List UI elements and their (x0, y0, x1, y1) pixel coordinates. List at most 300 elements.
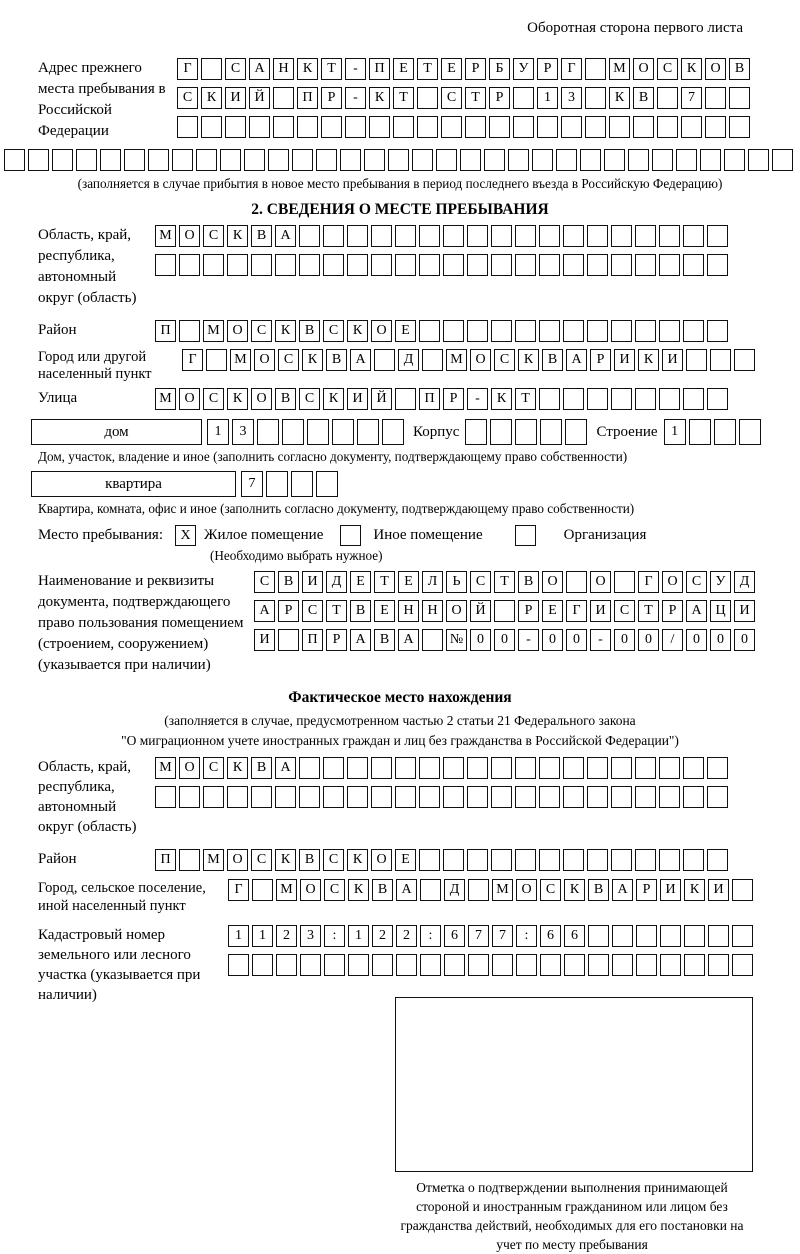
char-cell[interactable]: : (420, 925, 441, 947)
char-cell[interactable]: Т (494, 571, 515, 593)
char-cell[interactable] (683, 254, 704, 276)
char-cell[interactable] (611, 757, 632, 779)
char-cell[interactable] (660, 925, 681, 947)
char-cell[interactable] (388, 149, 409, 171)
char-cell[interactable] (124, 149, 145, 171)
char-cell[interactable]: С (177, 87, 198, 109)
char-cell[interactable]: О (590, 571, 611, 593)
char-cell[interactable]: И (302, 571, 323, 593)
char-cell[interactable] (490, 419, 512, 445)
char-cell[interactable]: 0 (494, 629, 515, 651)
char-cell[interactable] (657, 87, 678, 109)
char-cell[interactable] (714, 419, 736, 445)
char-cell[interactable] (587, 320, 608, 342)
char-cell[interactable]: А (396, 879, 417, 901)
char-cell[interactable] (252, 879, 273, 901)
char-cell[interactable] (203, 786, 224, 808)
stay-type-checkbox-other[interactable] (340, 525, 361, 546)
char-cell[interactable]: Е (395, 320, 416, 342)
char-cell[interactable] (611, 320, 632, 342)
char-cell[interactable] (729, 116, 750, 138)
char-cell[interactable]: К (564, 879, 585, 901)
char-cell[interactable]: Н (273, 58, 294, 80)
char-cell[interactable]: В (278, 571, 299, 593)
char-cell[interactable]: О (254, 349, 275, 371)
char-cell[interactable]: У (710, 571, 731, 593)
char-cell[interactable]: К (275, 320, 296, 342)
char-cell[interactable]: Е (393, 58, 414, 80)
char-cell[interactable] (323, 254, 344, 276)
char-cell[interactable]: А (612, 879, 633, 901)
char-cell[interactable] (282, 419, 304, 445)
char-cell[interactable] (729, 87, 750, 109)
char-cell[interactable] (539, 786, 560, 808)
char-cell[interactable]: 0 (614, 629, 635, 651)
char-cell[interactable]: Й (371, 388, 392, 410)
char-cell[interactable] (516, 954, 537, 976)
char-cell[interactable]: Р (590, 349, 611, 371)
char-cell[interactable] (734, 349, 755, 371)
char-cell[interactable] (273, 87, 294, 109)
char-cell[interactable] (382, 419, 404, 445)
char-cell[interactable] (4, 149, 25, 171)
char-cell[interactable]: Ь (446, 571, 467, 593)
char-cell[interactable] (707, 849, 728, 871)
char-cell[interactable] (323, 225, 344, 247)
char-cell[interactable]: С (540, 879, 561, 901)
stay-type-checkbox-residential[interactable]: X (175, 525, 196, 546)
char-cell[interactable] (563, 320, 584, 342)
char-cell[interactable] (340, 149, 361, 171)
char-cell[interactable]: К (227, 225, 248, 247)
char-cell[interactable] (228, 954, 249, 976)
char-cell[interactable] (467, 320, 488, 342)
char-cell[interactable] (515, 849, 536, 871)
char-cell[interactable]: К (369, 87, 390, 109)
char-cell[interactable]: А (398, 629, 419, 651)
char-cell[interactable]: О (227, 849, 248, 871)
char-cell[interactable] (565, 419, 587, 445)
char-cell[interactable]: 3 (232, 419, 254, 445)
char-cell[interactable] (300, 954, 321, 976)
char-cell[interactable] (772, 149, 793, 171)
char-cell[interactable] (539, 757, 560, 779)
char-cell[interactable] (636, 954, 657, 976)
char-cell[interactable] (587, 388, 608, 410)
char-cell[interactable] (515, 320, 536, 342)
char-cell[interactable] (604, 149, 625, 171)
char-cell[interactable]: 0 (710, 629, 731, 651)
char-cell[interactable] (585, 58, 606, 80)
char-cell[interactable] (275, 254, 296, 276)
char-cell[interactable] (515, 225, 536, 247)
char-cell[interactable]: В (299, 320, 320, 342)
char-cell[interactable] (252, 954, 273, 976)
char-cell[interactable] (291, 471, 313, 497)
char-cell[interactable] (561, 116, 582, 138)
char-cell[interactable]: К (347, 320, 368, 342)
char-cell[interactable] (732, 925, 753, 947)
char-cell[interactable] (657, 116, 678, 138)
char-cell[interactable]: К (681, 58, 702, 80)
char-cell[interactable]: К (518, 349, 539, 371)
char-cell[interactable] (635, 254, 656, 276)
char-cell[interactable]: - (345, 87, 366, 109)
char-cell[interactable]: О (470, 349, 491, 371)
char-cell[interactable]: Р (537, 58, 558, 80)
char-cell[interactable]: Р (326, 629, 347, 651)
char-cell[interactable]: С (324, 879, 345, 901)
char-cell[interactable]: : (516, 925, 537, 947)
char-cell[interactable]: Н (398, 600, 419, 622)
char-cell[interactable]: 1 (228, 925, 249, 947)
char-cell[interactable]: С (203, 757, 224, 779)
char-cell[interactable] (347, 757, 368, 779)
char-cell[interactable]: Ц (710, 600, 731, 622)
char-cell[interactable]: - (590, 629, 611, 651)
char-cell[interactable]: В (542, 349, 563, 371)
char-cell[interactable] (540, 954, 561, 976)
char-cell[interactable]: 7 (492, 925, 513, 947)
char-cell[interactable]: М (155, 388, 176, 410)
char-cell[interactable]: М (609, 58, 630, 80)
char-cell[interactable] (316, 149, 337, 171)
char-cell[interactable] (659, 320, 680, 342)
char-cell[interactable]: Е (398, 571, 419, 593)
char-cell[interactable]: Т (417, 58, 438, 80)
char-cell[interactable]: Е (350, 571, 371, 593)
char-cell[interactable]: И (590, 600, 611, 622)
char-cell[interactable] (563, 388, 584, 410)
char-cell[interactable]: 0 (638, 629, 659, 651)
char-cell[interactable] (707, 225, 728, 247)
char-cell[interactable] (225, 116, 246, 138)
char-cell[interactable] (443, 786, 464, 808)
char-cell[interactable] (707, 388, 728, 410)
char-cell[interactable] (227, 254, 248, 276)
char-cell[interactable] (395, 757, 416, 779)
char-cell[interactable] (707, 254, 728, 276)
char-cell[interactable] (585, 116, 606, 138)
char-cell[interactable]: О (662, 571, 683, 593)
char-cell[interactable]: А (686, 600, 707, 622)
char-cell[interactable] (635, 320, 656, 342)
char-cell[interactable] (611, 786, 632, 808)
char-cell[interactable]: 6 (444, 925, 465, 947)
char-cell[interactable]: А (350, 349, 371, 371)
char-cell[interactable] (587, 225, 608, 247)
char-cell[interactable]: О (300, 879, 321, 901)
char-cell[interactable] (393, 116, 414, 138)
char-cell[interactable]: Н (422, 600, 443, 622)
char-cell[interactable] (659, 786, 680, 808)
char-cell[interactable]: И (225, 87, 246, 109)
char-cell[interactable] (468, 879, 489, 901)
char-cell[interactable] (748, 149, 769, 171)
stay-type-checkbox-organization[interactable] (515, 525, 536, 546)
char-cell[interactable] (196, 149, 217, 171)
char-cell[interactable] (468, 954, 489, 976)
char-cell[interactable] (443, 225, 464, 247)
char-cell[interactable]: О (179, 225, 200, 247)
char-cell[interactable] (707, 786, 728, 808)
char-cell[interactable]: О (371, 320, 392, 342)
char-cell[interactable] (419, 849, 440, 871)
char-cell[interactable]: И (708, 879, 729, 901)
char-cell[interactable]: И (660, 879, 681, 901)
char-cell[interactable] (443, 320, 464, 342)
char-cell[interactable]: Р (489, 87, 510, 109)
char-cell[interactable] (348, 954, 369, 976)
char-cell[interactable] (155, 254, 176, 276)
char-cell[interactable] (371, 757, 392, 779)
char-cell[interactable] (372, 954, 393, 976)
char-cell[interactable] (539, 320, 560, 342)
char-cell[interactable] (689, 419, 711, 445)
char-cell[interactable]: А (350, 629, 371, 651)
char-cell[interactable] (588, 925, 609, 947)
char-cell[interactable] (420, 879, 441, 901)
char-cell[interactable] (419, 757, 440, 779)
char-cell[interactable]: С (254, 571, 275, 593)
char-cell[interactable] (278, 629, 299, 651)
char-cell[interactable] (417, 87, 438, 109)
char-cell[interactable] (299, 757, 320, 779)
char-cell[interactable]: Й (249, 87, 270, 109)
char-cell[interactable]: - (467, 388, 488, 410)
char-cell[interactable] (563, 786, 584, 808)
char-cell[interactable]: 0 (470, 629, 491, 651)
char-cell[interactable]: Е (441, 58, 462, 80)
char-cell[interactable]: Г (566, 600, 587, 622)
char-cell[interactable]: Г (177, 58, 198, 80)
char-cell[interactable] (323, 757, 344, 779)
char-cell[interactable]: В (374, 629, 395, 651)
char-cell[interactable] (660, 954, 681, 976)
char-cell[interactable] (299, 225, 320, 247)
char-cell[interactable]: К (347, 849, 368, 871)
char-cell[interactable] (227, 786, 248, 808)
char-cell[interactable] (155, 786, 176, 808)
char-cell[interactable] (266, 471, 288, 497)
char-cell[interactable] (580, 149, 601, 171)
char-cell[interactable] (332, 419, 354, 445)
char-cell[interactable]: О (633, 58, 654, 80)
char-cell[interactable]: М (230, 349, 251, 371)
char-cell[interactable] (700, 149, 721, 171)
char-cell[interactable] (347, 254, 368, 276)
char-cell[interactable] (676, 149, 697, 171)
char-cell[interactable] (683, 786, 704, 808)
char-cell[interactable]: П (369, 58, 390, 80)
char-cell[interactable]: Р (321, 87, 342, 109)
char-cell[interactable] (491, 757, 512, 779)
char-cell[interactable] (681, 116, 702, 138)
char-cell[interactable]: Т (638, 600, 659, 622)
char-cell[interactable]: Д (734, 571, 755, 593)
char-cell[interactable] (515, 757, 536, 779)
char-cell[interactable] (659, 254, 680, 276)
char-cell[interactable] (609, 116, 630, 138)
char-cell[interactable]: В (588, 879, 609, 901)
char-cell[interactable]: Р (443, 388, 464, 410)
char-cell[interactable] (611, 849, 632, 871)
char-cell[interactable] (412, 149, 433, 171)
char-cell[interactable]: И (254, 629, 275, 651)
char-cell[interactable] (257, 419, 279, 445)
char-cell[interactable]: К (227, 757, 248, 779)
char-cell[interactable] (179, 786, 200, 808)
char-cell[interactable] (371, 786, 392, 808)
char-cell[interactable]: П (155, 849, 176, 871)
char-cell[interactable] (465, 419, 487, 445)
char-cell[interactable] (251, 786, 272, 808)
char-cell[interactable] (491, 849, 512, 871)
char-cell[interactable]: И (614, 349, 635, 371)
char-cell[interactable]: У (513, 58, 534, 80)
char-cell[interactable] (273, 116, 294, 138)
char-cell[interactable] (443, 254, 464, 276)
char-cell[interactable] (537, 116, 558, 138)
char-cell[interactable]: К (227, 388, 248, 410)
char-cell[interactable] (635, 757, 656, 779)
char-cell[interactable] (707, 757, 728, 779)
char-cell[interactable] (465, 116, 486, 138)
char-cell[interactable]: О (705, 58, 726, 80)
char-cell[interactable]: № (446, 629, 467, 651)
char-cell[interactable] (636, 925, 657, 947)
char-cell[interactable]: С (203, 225, 224, 247)
char-cell[interactable] (395, 225, 416, 247)
char-cell[interactable] (179, 849, 200, 871)
char-cell[interactable]: С (225, 58, 246, 80)
char-cell[interactable] (635, 849, 656, 871)
char-cell[interactable]: 7 (468, 925, 489, 947)
char-cell[interactable]: С (494, 349, 515, 371)
char-cell[interactable] (708, 954, 729, 976)
char-cell[interactable] (268, 149, 289, 171)
char-cell[interactable] (467, 225, 488, 247)
char-cell[interactable]: С (614, 600, 635, 622)
char-cell[interactable]: П (155, 320, 176, 342)
char-cell[interactable]: О (446, 600, 467, 622)
char-cell[interactable]: И (347, 388, 368, 410)
char-cell[interactable] (540, 419, 562, 445)
char-cell[interactable]: Р (636, 879, 657, 901)
char-cell[interactable]: В (275, 388, 296, 410)
char-cell[interactable] (467, 254, 488, 276)
char-cell[interactable] (443, 849, 464, 871)
char-cell[interactable] (52, 149, 73, 171)
char-cell[interactable]: Т (393, 87, 414, 109)
char-cell[interactable] (684, 925, 705, 947)
char-cell[interactable] (732, 954, 753, 976)
char-cell[interactable] (467, 757, 488, 779)
char-cell[interactable]: М (155, 757, 176, 779)
char-cell[interactable] (299, 786, 320, 808)
char-cell[interactable] (563, 757, 584, 779)
char-cell[interactable] (443, 757, 464, 779)
char-cell[interactable]: К (201, 87, 222, 109)
char-cell[interactable]: С (686, 571, 707, 593)
char-cell[interactable]: Г (638, 571, 659, 593)
char-cell[interactable] (321, 116, 342, 138)
char-cell[interactable] (708, 925, 729, 947)
char-cell[interactable]: 3 (300, 925, 321, 947)
char-cell[interactable] (276, 954, 297, 976)
char-cell[interactable] (460, 149, 481, 171)
char-cell[interactable] (705, 116, 726, 138)
char-cell[interactable]: М (155, 225, 176, 247)
char-cell[interactable]: М (203, 849, 224, 871)
char-cell[interactable]: С (323, 849, 344, 871)
char-cell[interactable] (417, 116, 438, 138)
char-cell[interactable] (297, 116, 318, 138)
char-cell[interactable]: Т (515, 388, 536, 410)
char-cell[interactable] (395, 254, 416, 276)
char-cell[interactable] (347, 225, 368, 247)
char-cell[interactable] (705, 87, 726, 109)
char-cell[interactable]: Т (465, 87, 486, 109)
char-cell[interactable] (611, 254, 632, 276)
char-cell[interactable]: Р (662, 600, 683, 622)
char-cell[interactable] (324, 954, 345, 976)
char-cell[interactable] (441, 116, 462, 138)
char-cell[interactable]: С (657, 58, 678, 80)
char-cell[interactable]: Д (326, 571, 347, 593)
char-cell[interactable]: М (446, 349, 467, 371)
char-cell[interactable] (420, 954, 441, 976)
char-cell[interactable]: 7 (681, 87, 702, 109)
char-cell[interactable] (364, 149, 385, 171)
char-cell[interactable] (587, 254, 608, 276)
char-cell[interactable]: В (729, 58, 750, 80)
char-cell[interactable] (585, 87, 606, 109)
char-cell[interactable] (539, 388, 560, 410)
char-cell[interactable] (491, 254, 512, 276)
char-cell[interactable]: С (251, 320, 272, 342)
char-cell[interactable] (275, 786, 296, 808)
char-cell[interactable] (686, 349, 707, 371)
char-cell[interactable]: Р (278, 600, 299, 622)
char-cell[interactable] (539, 225, 560, 247)
char-cell[interactable]: А (275, 225, 296, 247)
char-cell[interactable] (659, 388, 680, 410)
char-cell[interactable] (148, 149, 169, 171)
char-cell[interactable] (179, 320, 200, 342)
char-cell[interactable]: С (441, 87, 462, 109)
char-cell[interactable]: 0 (734, 629, 755, 651)
char-cell[interactable] (100, 149, 121, 171)
char-cell[interactable] (564, 954, 585, 976)
char-cell[interactable] (513, 116, 534, 138)
char-cell[interactable] (587, 849, 608, 871)
char-cell[interactable]: Е (395, 849, 416, 871)
char-cell[interactable] (659, 757, 680, 779)
char-cell[interactable]: Г (228, 879, 249, 901)
char-cell[interactable]: А (566, 349, 587, 371)
char-cell[interactable]: О (251, 388, 272, 410)
char-cell[interactable] (484, 149, 505, 171)
char-cell[interactable]: Й (470, 600, 491, 622)
char-cell[interactable] (515, 419, 537, 445)
char-cell[interactable] (612, 925, 633, 947)
char-cell[interactable]: А (249, 58, 270, 80)
char-cell[interactable]: В (251, 225, 272, 247)
char-cell[interactable]: С (302, 600, 323, 622)
char-cell[interactable]: П (302, 629, 323, 651)
char-cell[interactable] (588, 954, 609, 976)
